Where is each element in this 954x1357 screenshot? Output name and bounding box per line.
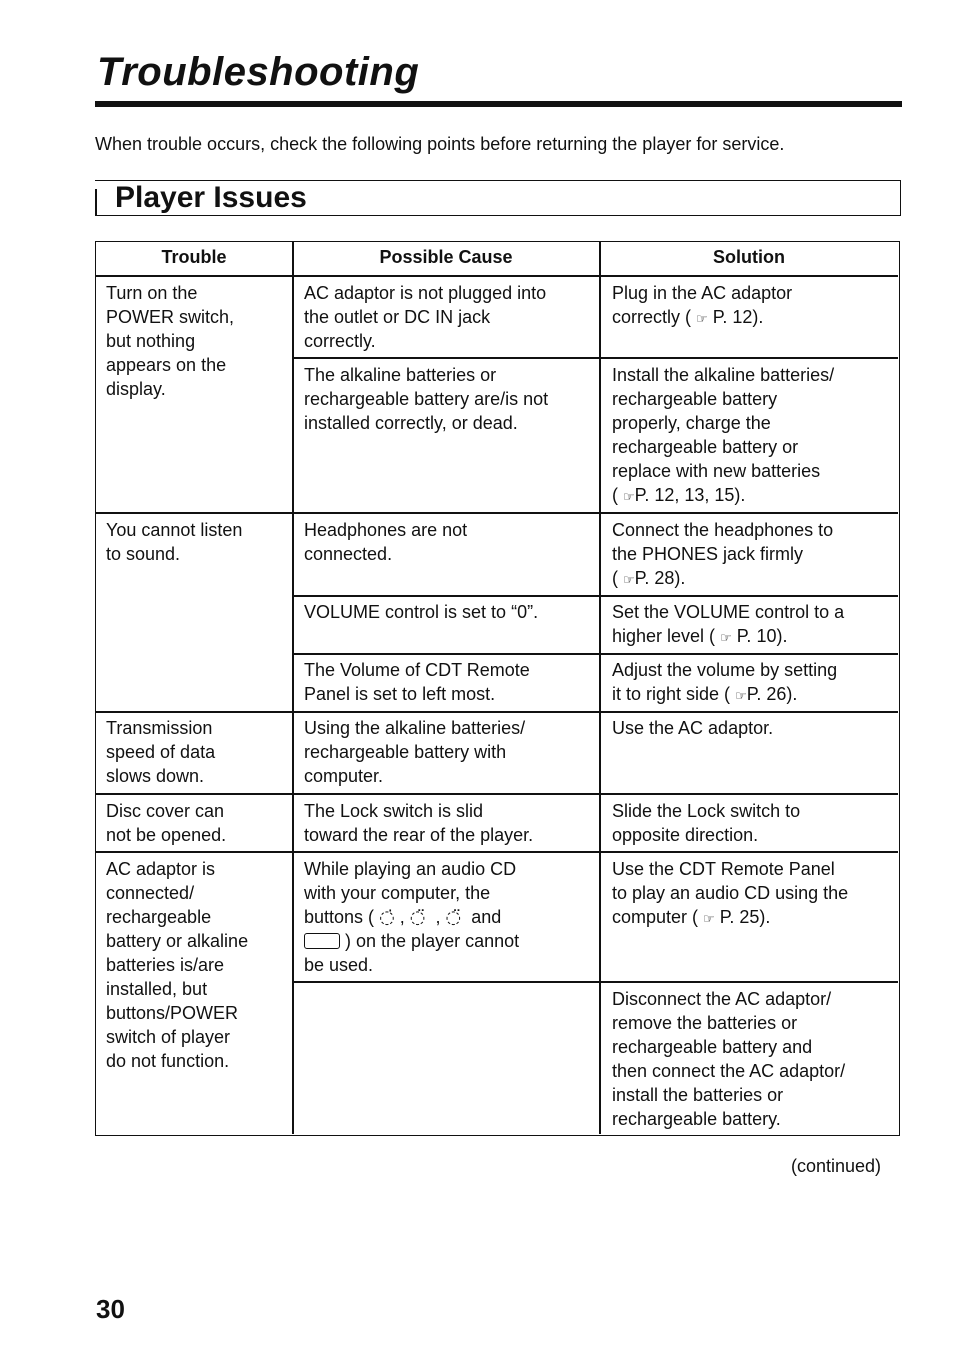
trouble-cell: Disc cover can not be opened. (106, 801, 227, 845)
trouble-cell: Transmission speed of data slows down. (106, 718, 216, 786)
cause-cell: VOLUME control is set to “0”. (304, 602, 539, 622)
cause-cell: AC adaptor is not plugged into the outlet or DC IN jack correctly. (304, 283, 547, 351)
header-possible-cause: Possible Cause (379, 247, 513, 267)
trouble-cell: AC adaptor is connected/ rechargeable battery or alkaline batteries is/are installed, but buttons/POWER switch of player do not function. (106, 859, 249, 1071)
skip-back-button-icon: ◌̈ (409, 907, 426, 928)
cause-cell-buttons: buttons ( ◌̇ , ◌̈ , ◌̈ and (304, 907, 502, 928)
cause-cell: Headphones are not connected. (304, 520, 468, 564)
troubleshooting-table (95, 241, 900, 1136)
header-solution: Solution (713, 247, 785, 267)
page-number: 30 (96, 1294, 125, 1324)
section-title: Player Issues (115, 181, 307, 214)
cause-cell: The Volume of CDT Remote Panel is set to left most. (304, 660, 530, 704)
solution-cell: Disconnect the AC adaptor/ remove the batteries or rechargeable battery and then connect the AC adaptor/ install the batteries or rechargeable battery. (612, 989, 846, 1129)
cause-cell: While playing an audio CD with your computer, the (304, 859, 517, 903)
stop-button-icon (304, 933, 340, 949)
solution-cell: Plug in the AC adaptor correctly ( ☞ P. 12). (612, 283, 793, 327)
pointing-hand-icon: ☞ (720, 631, 732, 646)
pointing-hand-icon: ☞ (696, 312, 708, 327)
cause-cell: The alkaline batteries or rechargeable battery are/is not installed correctly, or dead. (304, 365, 549, 433)
title-underline (95, 101, 902, 107)
solution-cell: Use the AC adaptor. (612, 718, 774, 738)
page-title: Troubleshooting (97, 50, 420, 94)
cause-cell: Using the alkaline batteries/ rechargeable battery with computer. (304, 718, 526, 786)
cause-cell: The Lock switch is slid toward the rear of the player. (304, 801, 534, 845)
solution-cell: Slide the Lock switch to opposite direction. (612, 801, 801, 845)
solution-cell: Install the alkaline batteries/ rechargeable battery properly, charge the rechargeable battery or replace with new batteries ( ☞P. 12, 13, 15). (612, 365, 835, 505)
intro-text: When trouble occurs, check the following points before returning the player for service. (95, 134, 785, 154)
play-button-icon: ◌̇ (379, 907, 395, 928)
pointing-hand-icon: ☞ (623, 490, 635, 505)
solution-cell: Adjust the volume by setting it to right side ( ☞P. 26). (612, 660, 838, 704)
cause-cell-stop: ) on the player cannot be used. (304, 931, 520, 975)
header-trouble: Trouble (161, 247, 227, 267)
solution-cell: Use the CDT Remote Panel to play an audio CD using the computer ( ☞ P. 25). (612, 859, 849, 927)
section-header-box (95, 180, 901, 216)
solution-cell: Connect the headphones to the PHONES jack firmly ( ☞P. 28). (612, 520, 834, 588)
skip-forward-button-icon: ◌̈ (445, 907, 462, 928)
pointing-hand-icon: ☞ (735, 689, 747, 704)
solution-cell: Set the VOLUME control to a higher level ( ☞ P. 10). (612, 602, 845, 646)
pointing-hand-icon: ☞ (623, 573, 635, 588)
trouble-cell: Turn on the POWER switch, but nothing appears on the display. (106, 283, 235, 399)
continued-note: (continued) (791, 1156, 882, 1176)
pointing-hand-icon: ☞ (703, 912, 715, 927)
trouble-cell: You cannot listen to sound. (106, 520, 243, 564)
